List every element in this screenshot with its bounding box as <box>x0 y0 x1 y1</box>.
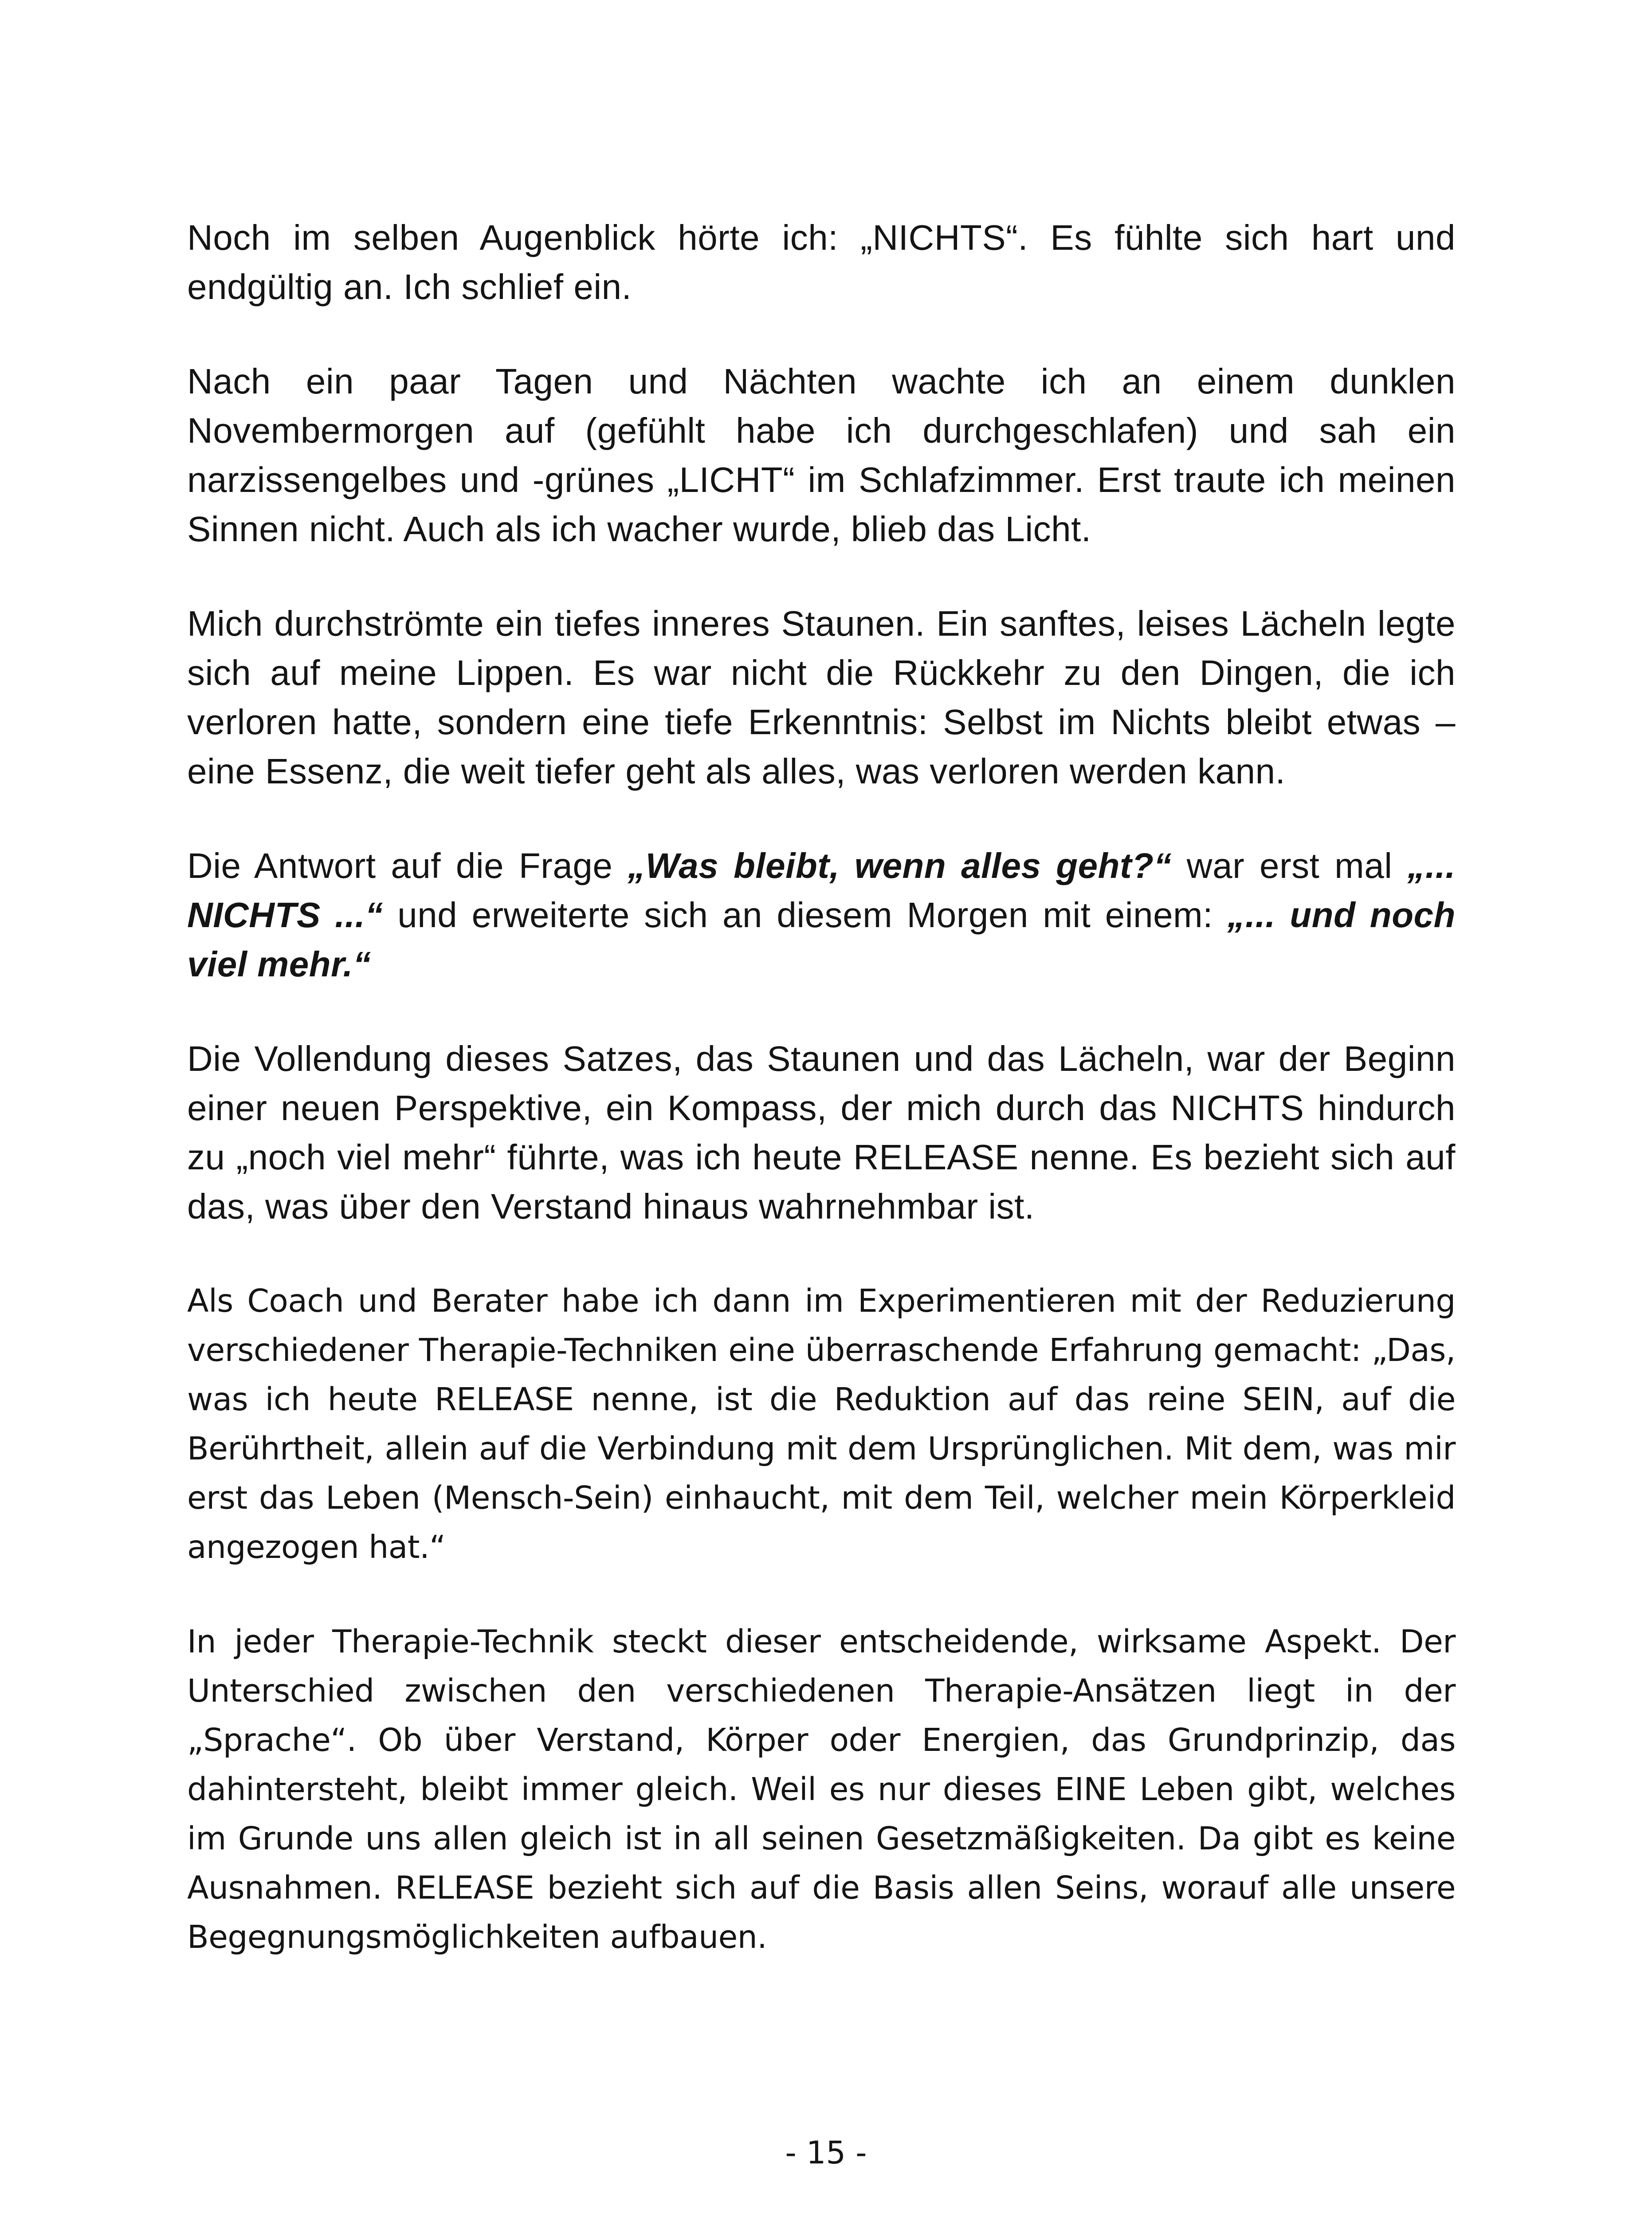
paragraph-6: Als Coach und Berater habe ich dann im Experimentieren mit der Reduzierung verschiedener Therapie-Techniken eine überraschende Erfahrung gemacht: „Das, was ich heute RELEASE nenne, ist die Reduktion auf das reine SEIN, auf die Berührtheit, allein auf die Verbindung mit dem Ursprünglichen. Mit dem, was mir erst das Leben (Mensch-Sein) einhaucht, mit dem Teil, welcher mein Körperkleid angezogen hat.“ <box>187 1282 1456 1565</box>
page-body <box>187 213 1456 1962</box>
mehr-quote: „... und noch viel mehr.“ <box>187 895 1456 984</box>
paragraph-1: Noch im selben Augenblick hörte ich: „NICHTS“. Es fühlte sich hart und endgültig an. Ich schlief ein. <box>187 218 1456 307</box>
paragraph-2: Nach ein paar Tagen und Nächten wachte ich an einem dunklen Novembermorgen auf (gefühlt habe ich durchgeschlafen) und sah ein narzissengelbes und -grünes „LICHT“ im Schlafzimmer. Erst traute ich meinen Sinnen nicht. Auch als ich wacher wurde, blieb das Licht. <box>187 362 1456 549</box>
paragraph-4-text-1: Die Antwort auf die Frage <box>187 846 628 885</box>
paragraph-5: Die Vollendung dieses Satzes, das Staunen und das Lächeln, war der Beginn einer neuen Perspektive, ein Kompass, der mich durch das NICHTS hindurch zu „noch viel mehr“ führte, was ich heute RELEASE nenne. Es bezieht sich auf das, was über den Verstand hinaus wahrnehmbar ist. <box>187 1039 1456 1226</box>
paragraph-7: In jeder Therapie-Technik steckt dieser entscheidende, wirksame Aspekt. Der Unterschied zwischen den verschiedenen Therapie-Ansätzen liegt in der „Sprache“. Ob über Verstand, Körper oder Energien, das Grundprinzip, das dahintersteht, bleibt immer gleich. Weil es nur dieses EINE Leben gibt, welches im Grunde uns allen gleich ist in all seinen Gesetzmäßigkeiten. Da gibt es keine Ausnahmen. RELEASE bezieht sich auf die Basis allen Seins, worauf alle unsere Begegnungsmöglichkeiten aufbauen. <box>187 1623 1456 1955</box>
question-quote: „Was bleibt, wenn alles geht?“ <box>628 846 1172 885</box>
page-number: - 15 - <box>785 2135 867 2171</box>
nichts-quote: „... NICHTS ...“ <box>187 846 1456 935</box>
paragraph-3: Mich durchströmte ein tiefes inneres Staunen. Ein sanftes, leises Lächeln legte sich auf meine Lippen. Es war nicht die Rückkehr zu den Dingen, die ich verloren hatte, sondern eine tiefe Erkenntnis: Selbst im Nichts bleibt etwas – eine Essenz, die weit tiefer geht als alles, was verloren werden kann. <box>187 604 1456 791</box>
paragraph-4-text-3: und erweiterte sich an diesem Morgen mit einem: <box>383 895 1228 935</box>
paragraph-4 <box>187 841 1456 989</box>
paragraph-4-text-2: war erst mal <box>1172 846 1408 885</box>
